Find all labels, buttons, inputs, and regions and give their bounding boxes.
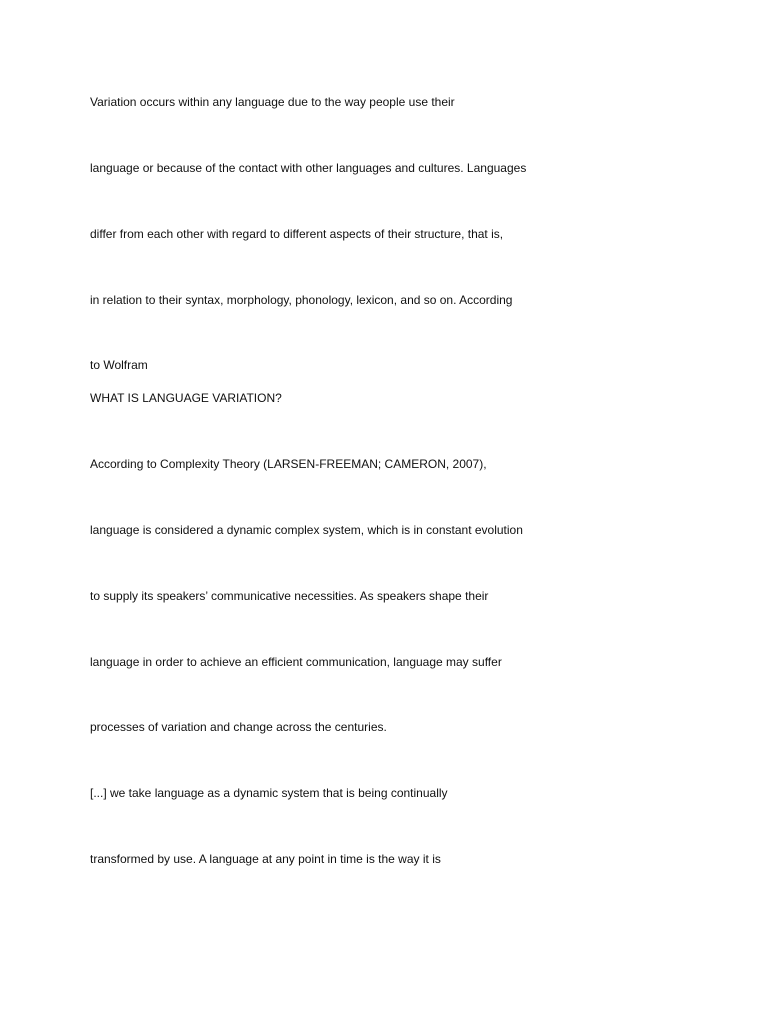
paragraph-line: differ from each other with regard to different aspects of their structure, that is, bbox=[90, 227, 504, 241]
paragraph-line: Variation occurs within any language due to the way people use their bbox=[90, 95, 455, 109]
paragraph-line: processes of variation and change across the centuries. bbox=[90, 720, 387, 734]
paragraph-line: to Wolfram bbox=[90, 358, 148, 372]
paragraph-line: According to Complexity Theory (LARSEN-FREEMAN; CAMERON, 2007), bbox=[90, 457, 487, 471]
section-heading: WHAT IS LANGUAGE VARIATION? bbox=[90, 391, 282, 405]
quote-line: transformed by use. A language at any point in time is the way it is bbox=[90, 852, 441, 866]
paragraph-line: language or because of the contact with other languages and cultures. Languages bbox=[90, 161, 527, 175]
paragraph-line: language is considered a dynamic complex system, which is in constant evolution bbox=[90, 523, 523, 537]
paragraph-line: language in order to achieve an efficient communication, language may suffer bbox=[90, 655, 502, 669]
quote-line: [...] we take language as a dynamic system that is being continually bbox=[90, 786, 448, 800]
paragraph-line: to supply its speakers’ communicative necessities. As speakers shape their bbox=[90, 589, 489, 603]
paragraph-line: in relation to their syntax, morphology, phonology, lexicon, and so on. According bbox=[90, 293, 513, 307]
